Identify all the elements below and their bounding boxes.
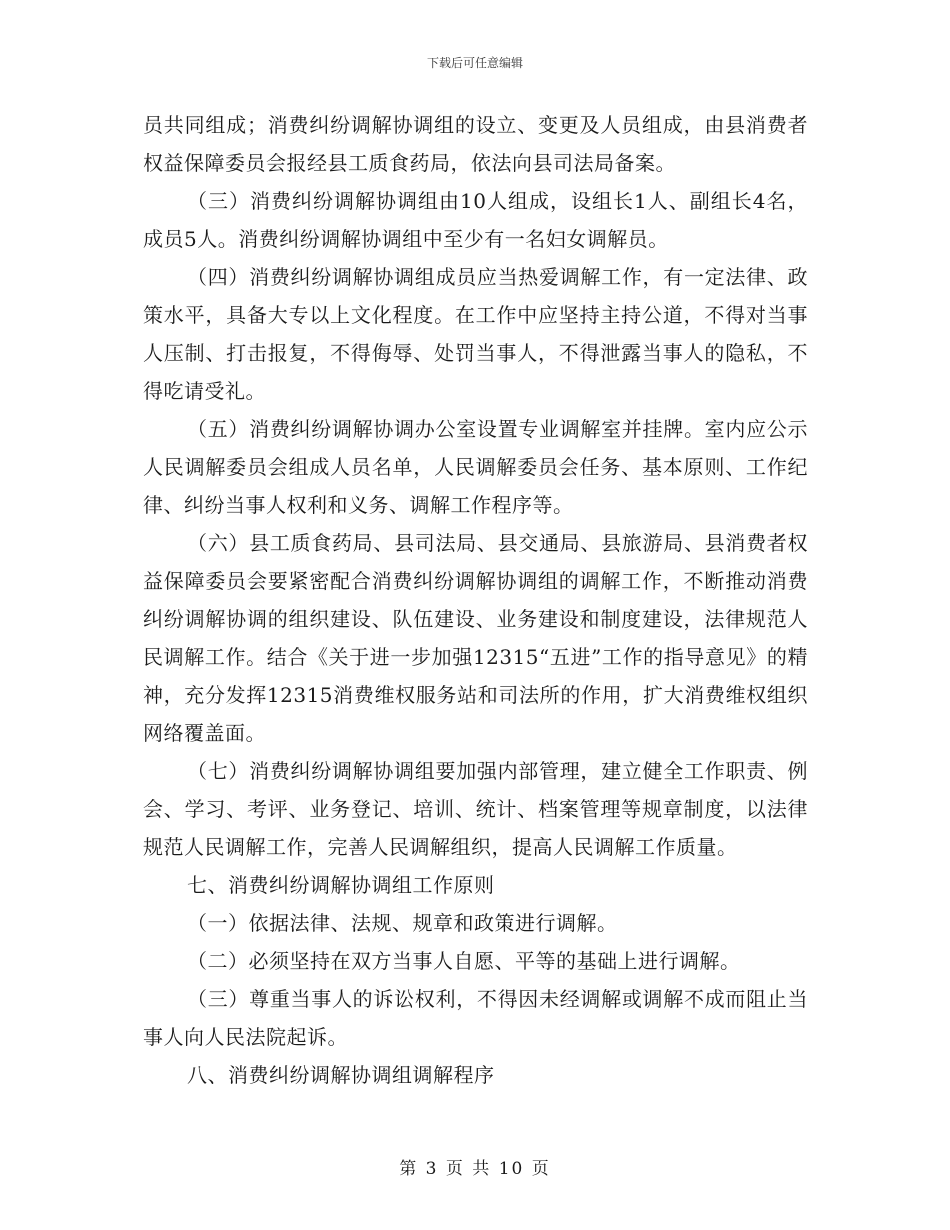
section-heading-7: 七、消费纠纷调解协调组工作原则 [187, 873, 495, 897]
paragraph-1: 员共同组成；消费纠纷调解协调组的设立、变更及人员组成，由县消费者权益保障委员会报经县工质食药局，依法向县司法局备案。 [143, 113, 808, 175]
paragraph-3: （四）消费纠纷调解协调组成员应当热爱调解工作，有一定法律、政策水平，具备大专以上文化程度。在工作中应坚持主持公道，不得对当事人压制、打击报复，不得侮辱、处罚当事人，不得泄露当事人的隐私，不得吃请受礼。 [143, 265, 808, 403]
paragraph-7-1: （一）依据法律、法规、规章和政策进行调解。 [187, 911, 618, 935]
paragraph-2: （三）消费纠纷调解协调组由10人组成，设组长1人、副组长4名，成员5人。消费纠纷调解协调组中至少有一名妇女调解员。 [143, 189, 808, 251]
section-heading-8: 八、消费纠纷调解协调组调解程序 [187, 1063, 495, 1087]
paragraph-4: （五）消费纠纷调解协调办公室设置专业调解室并挂牌。室内应公示人民调解委员会组成人员名单，人民调解委员会任务、基本原则、工作纪律、纠纷当事人权利和义务、调解工作程序等。 [143, 417, 808, 517]
paragraph-7-2: （二）必须坚持在双方当事人自愿、平等的基础上进行调解。 [187, 949, 741, 973]
page-footer: 第 3 页 共 10 页 [399, 1159, 551, 1179]
page-header: 下载后可任意编辑 [426, 56, 523, 70]
paragraph-6: （七）消费纠纷调解协调组要加强内部管理，建立健全工作职责、例会、学习、考评、业务登记、培训、统计、档案管理等规章制度，以法律规范人民调解工作，完善人民调解组织，提高人民调解工作质量。 [143, 759, 808, 859]
paragraph-7-3: （三）尊重当事人的诉讼权利，不得因未经调解或调解不成而阻止当事人向人民法院起诉。 [143, 987, 808, 1049]
document-body [143, 106, 808, 1094]
paragraph-5: （六）县工质食药局、县司法局、县交通局、县旅游局、县消费者权益保障委员会要紧密配合消费纠纷调解协调组的调解工作，不断推动消费纠纷调解协调的组织建设、队伍建设、业务建设和制度建设，法律规范人民调解工作。结合《关于进一步加强12315“五进”工作的指导意见》的精神，充分发挥12315消费维权服务站和司法所的作用，扩大消费维权组织网络覆盖面。 [143, 531, 808, 745]
